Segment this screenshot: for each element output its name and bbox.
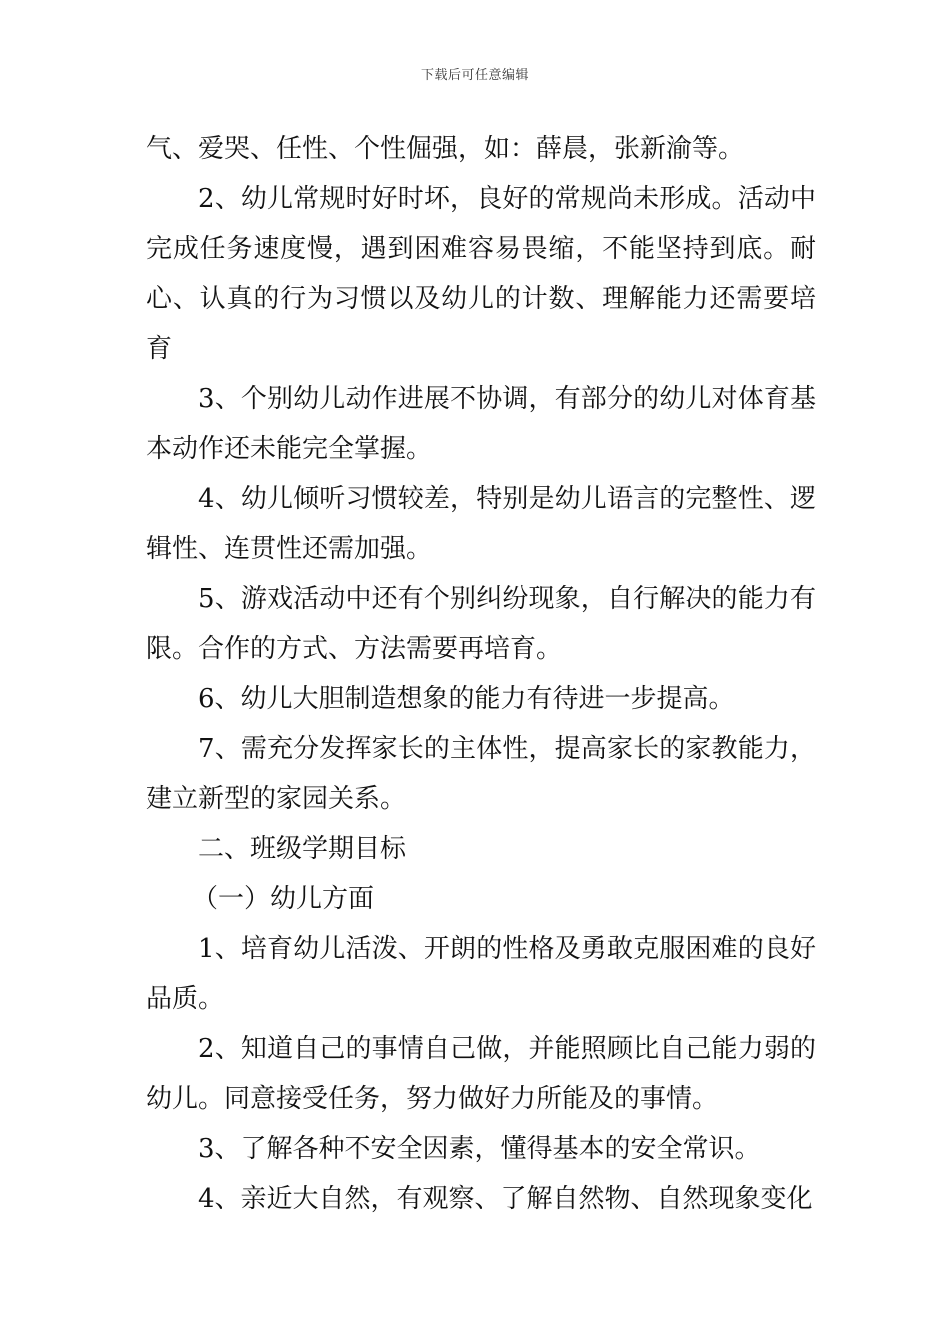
paragraph-item-2: 2、幼儿常规时好时坏，良好的常规尚未形成。活动中完成任务速度慢，遇到困难容易畏缩，不能坚持到底。耐心、认真的行为习惯以及幼儿的计数、理解能力还需要培育 bbox=[146, 184, 816, 364]
paragraph-item-3: 3、个别幼儿动作进展不协调，有部分的幼儿对体育基本动作还未能完全掌握。 bbox=[146, 384, 816, 464]
goal-item-4: 4、亲近大自然，有观察、了解自然物、自然现象变化 bbox=[198, 1184, 813, 1214]
subsection-heading: （一）幼儿方面 bbox=[192, 884, 375, 914]
goal-item-1: 1、培育幼儿活泼、开朗的性格及勇敢克服困难的良好品质。 bbox=[146, 934, 816, 1014]
goal-item-2: 2、知道自己的事情自己做，并能照顾比自己能力弱的幼儿。同意接受任务，努力做好力所能及的事情。 bbox=[146, 1034, 816, 1114]
paragraph-continuation: 气、爱哭、任性、个性倔强，如：薛晨，张新渝等。 bbox=[146, 134, 745, 164]
paragraph-item-7: 7、需充分发挥家长的主体性，提高家长的家教能力，建立新型的家园关系。 bbox=[146, 734, 816, 814]
section-heading: 二、班级学期目标 bbox=[198, 834, 407, 864]
document-body bbox=[146, 124, 816, 1224]
goal-item-3: 3、了解各种不安全因素，懂得基本的安全常识。 bbox=[198, 1134, 761, 1164]
paragraph-item-5: 5、游戏活动中还有个别纠纷现象，自行解决的能力有限。合作的方式、方法需要再培育。 bbox=[146, 584, 816, 664]
page-header: 下载后可任意编辑 bbox=[420, 68, 529, 83]
paragraph-item-6: 6、幼儿大胆制造想象的能力有待进一步提高。 bbox=[198, 684, 735, 714]
paragraph-item-4: 4、幼儿倾听习惯较差，特别是幼儿语言的完整性、逻辑性、连贯性还需加强。 bbox=[146, 484, 816, 564]
